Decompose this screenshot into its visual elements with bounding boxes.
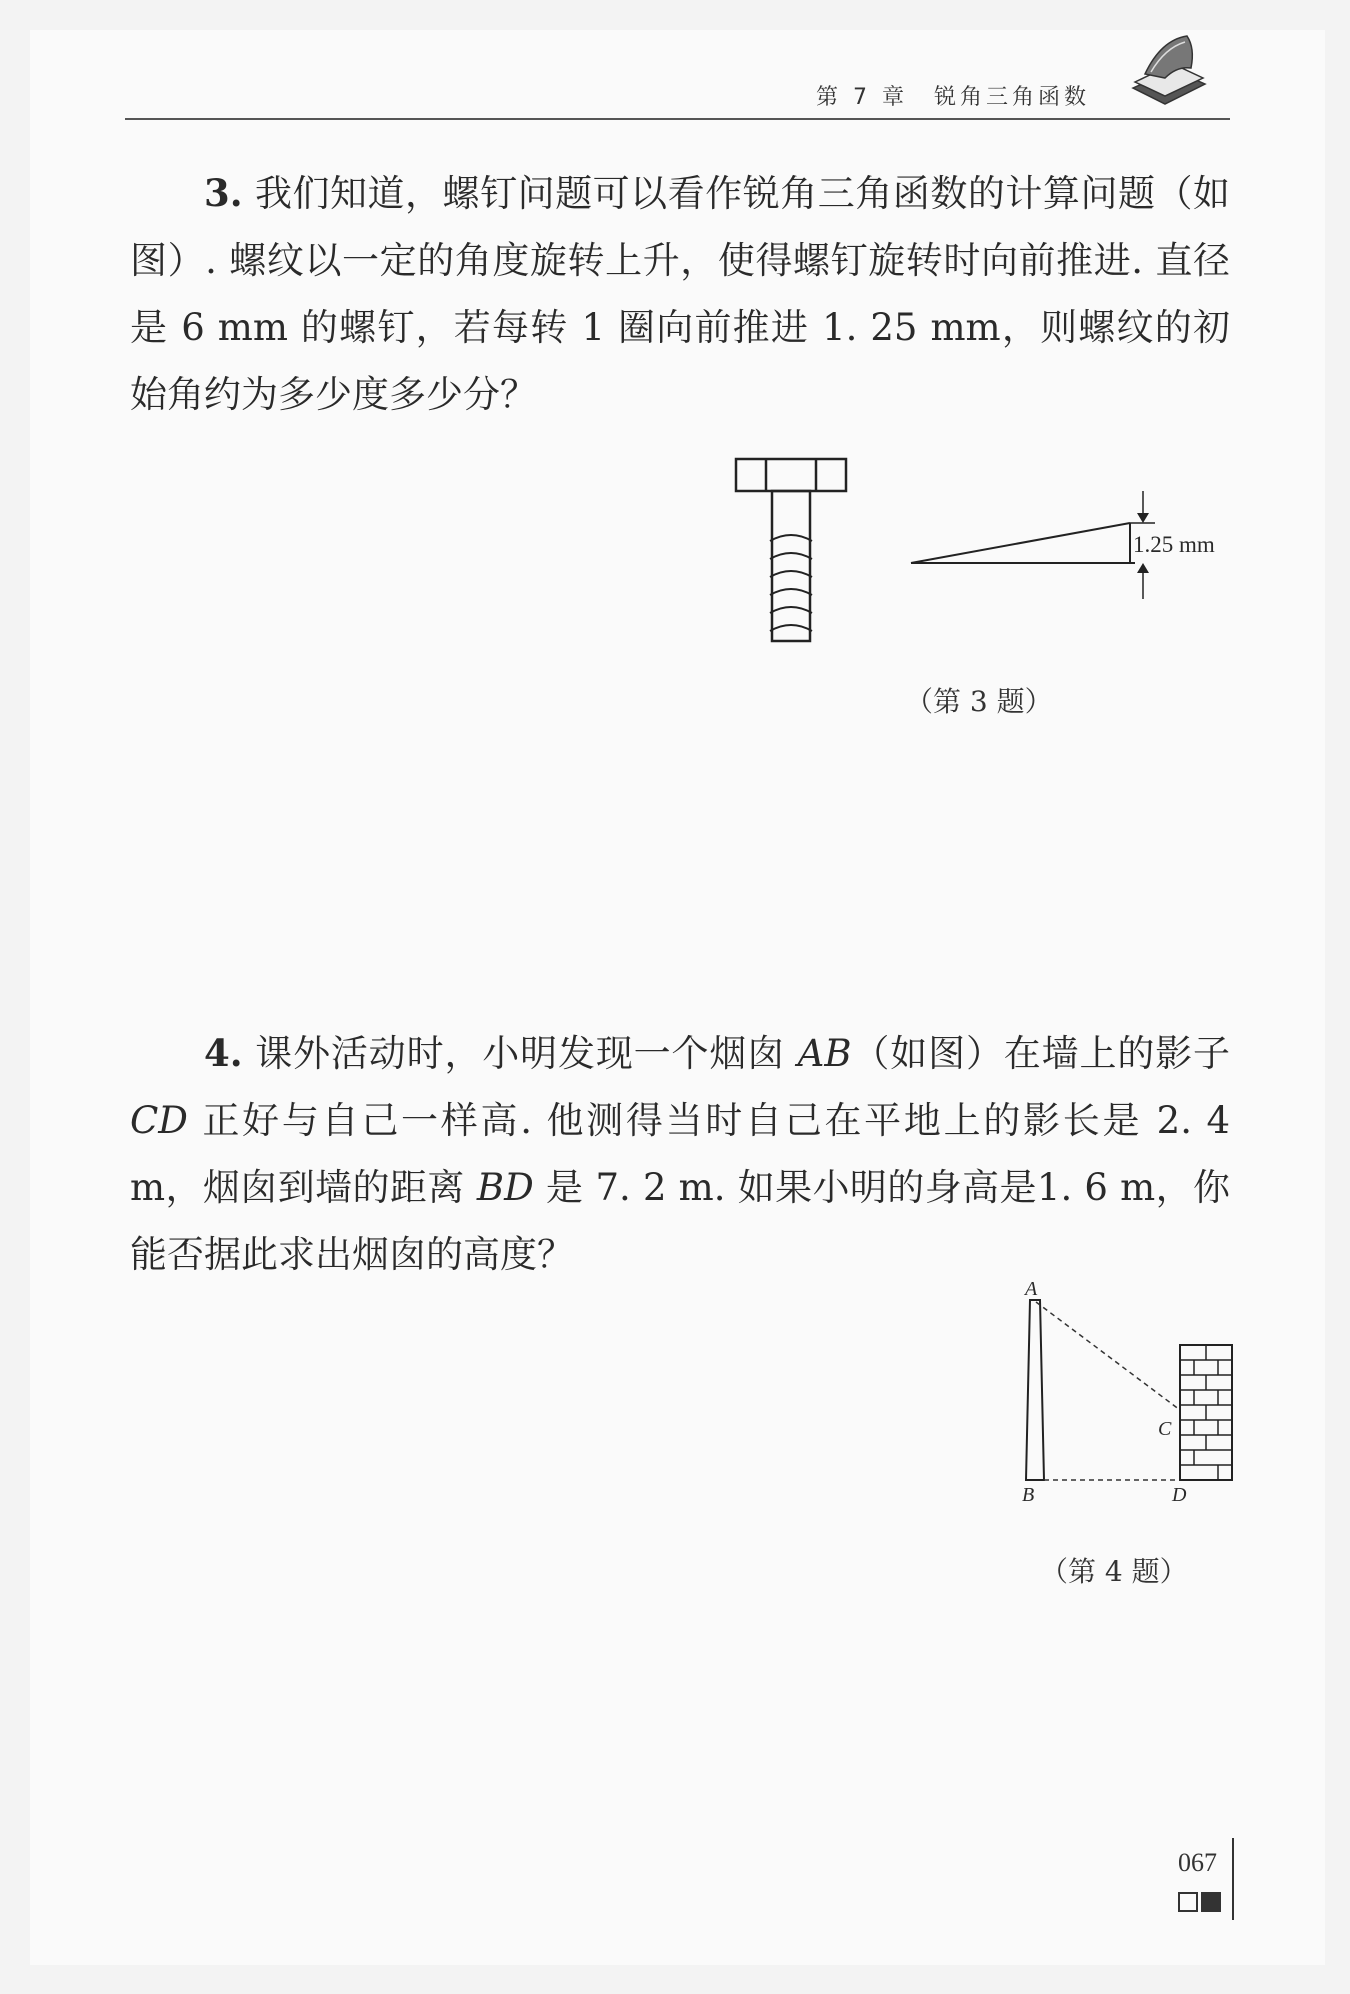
problem-4-text-d: 是 7. 2 m. 如果小明的身高是1. 6 m，你能否据此求出烟囱的高度？: [130, 1166, 1230, 1276]
problem-3-text: 我们知道，螺钉问题可以看作锐角三角函数的计算问题（如图）. 螺纹以一定的角度旋转上升，使得螺钉旋转时向前推进. 直径是 6 mm 的螺钉，若每转 1 圈向前推进 1. 25 mm，则螺纹的初始角约为多少度多少分？: [130, 172, 1231, 416]
page-number-bar: [1232, 1838, 1234, 1920]
screw-figure: [730, 455, 850, 655]
point-d-label: D: [1172, 1484, 1187, 1506]
chimney-wall-figure: [1010, 1280, 1240, 1510]
problem-4-text-c: 正好与自己一样高. 他测得当时自己在平地上的影长是 2. 4 m，烟囱到墙的距离: [130, 1099, 1230, 1209]
figure-3-caption: （第 3 题）: [905, 685, 1053, 718]
filled-square-icon: [1201, 1892, 1221, 1912]
page-number: 067: [1178, 1848, 1217, 1877]
header-rule: [125, 118, 1230, 120]
problem-3-number: 3.: [204, 171, 243, 215]
problem-4-text-a: 课外活动时，小明发现一个烟囱: [255, 1032, 798, 1075]
var-cd: CD: [130, 1099, 188, 1142]
point-b-label: B: [1022, 1484, 1035, 1506]
chapter-header: [125, 80, 1230, 120]
chapter-title: 第 7 章 锐角三角函数: [816, 85, 1090, 110]
problem-3: [130, 160, 1230, 428]
empty-square-icon: [1178, 1892, 1198, 1912]
figure-4-caption: （第 4 题）: [1040, 1555, 1188, 1588]
problem-4-number: 4.: [204, 1031, 243, 1075]
page-marker-squares: [1178, 1892, 1224, 1916]
problem-4: [130, 1020, 1230, 1288]
var-ab: AB: [797, 1032, 852, 1075]
point-c-label: C: [1158, 1418, 1172, 1440]
thread-pitch-label: 1.25 mm: [1133, 532, 1215, 557]
var-bd: BD: [476, 1166, 534, 1209]
problem-4-text-b: （如图）在墙上的影子: [851, 1032, 1231, 1075]
book-icon: [1125, 30, 1210, 110]
point-a-label: A: [1025, 1278, 1038, 1300]
